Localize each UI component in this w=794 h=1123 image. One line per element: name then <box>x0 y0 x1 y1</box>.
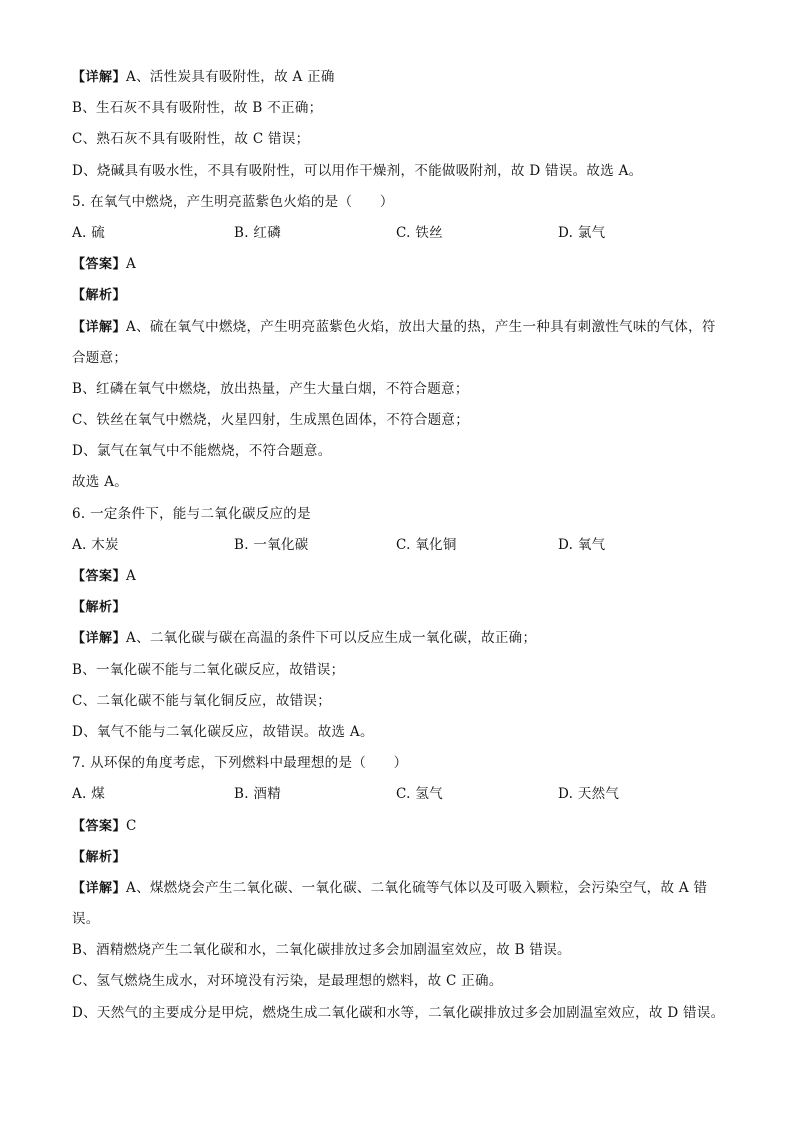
line-text: C、二氧化碳不能与氧化铜反应，故错误； <box>72 692 332 709</box>
text-line <box>72 374 732 405</box>
option-item: D. 氯气 <box>558 224 606 241</box>
line-text: A、煤燃烧会产生二氧化碳、一氧化碳、二氧化硫等气体以及可吸入颗粒，会污染空气，故 A 错 <box>126 879 708 896</box>
line-text: C、铁丝在氧气中燃烧，火星四射，生成黑色固体，不符合题意； <box>72 412 470 429</box>
option-item: A. 煤 <box>72 786 106 803</box>
line-text: A <box>126 256 137 273</box>
section-tag: 【解析】 <box>72 288 127 304</box>
detail-line <box>72 62 732 93</box>
option-item: B. 红磷 <box>234 224 282 241</box>
text-line <box>72 156 732 187</box>
option-item: A. 硫 <box>72 224 106 241</box>
section-tag: 【详解】 <box>72 631 127 647</box>
line-text: C、氢气燃烧生成水，对环境没有污染，是最理想的燃料，故 C 正确。 <box>72 973 503 990</box>
line-text: D、天然气的主要成分是甲烷，燃烧生成二氧化碳和水等，二氧化碳排放过多会加剧温室效应，故 D 错误。 <box>72 1004 725 1021</box>
analysis-heading <box>72 592 732 623</box>
line-text: A、硫在氧气中燃烧，产生明亮蓝紫色火焰，放出大量的热，产生一种具有刺激性气味的气体，符 <box>126 318 716 335</box>
text-line <box>72 904 732 935</box>
option-item: C. 氢气 <box>396 786 443 803</box>
option-item: B. 一氧化碳 <box>234 536 309 553</box>
line-text: A <box>126 568 137 584</box>
text-line <box>72 998 732 1029</box>
option-item: D. 氧气 <box>558 536 606 553</box>
text-line <box>72 343 732 374</box>
text-line <box>72 935 732 966</box>
section-tag: 【详解】 <box>72 70 127 85</box>
line-text: B、红磷在氧气中燃烧，放出热量，产生大量白烟，不符合题意； <box>72 380 469 397</box>
question-line <box>72 499 732 530</box>
answer-line <box>72 561 732 592</box>
option-item: C. 氧化铜 <box>396 536 457 553</box>
text-line <box>72 655 732 686</box>
question-line <box>72 748 732 779</box>
line-text: 5. 在氧气中燃烧，产生明亮蓝紫色火焰的是（ ） <box>72 193 394 210</box>
text-line <box>72 717 732 748</box>
section-tag: 【详解】 <box>72 319 127 335</box>
line-text: B、酒精燃烧产生二氧化碳和水，二氧化碳排放过多会加剧温室效应，故 B 错误。 <box>72 942 571 959</box>
line-text: A、二氧化碳与碳在高温的条件下可以反应生成一氧化碳，故正确； <box>126 630 537 647</box>
answer-line <box>72 811 732 842</box>
section-tag: 【解析】 <box>72 849 127 865</box>
text-line <box>72 93 732 124</box>
line-text: D、氯气在氧气中不能燃烧，不符合题意。 <box>72 443 332 460</box>
line-text: C、熟石灰不具有吸附性，故 C 错误； <box>72 131 310 148</box>
option-item: C. 铁丝 <box>396 224 443 241</box>
section-tag: 【解析】 <box>72 600 127 616</box>
text-line <box>72 124 732 155</box>
line-text: D、氧气不能与二氧化碳反应，故错误。故选 A。 <box>72 723 374 740</box>
options-row <box>72 779 732 810</box>
line-text: C <box>126 817 137 834</box>
text-line <box>72 436 732 467</box>
options-row <box>72 218 732 249</box>
option-item: B. 酒精 <box>234 786 282 803</box>
line-text: 误。 <box>72 911 100 928</box>
text-line <box>72 467 732 498</box>
line-text: 6. 一定条件下，能与二氧化碳反应的是 <box>72 505 311 522</box>
line-text: A、活性炭具有吸附性，故 A 正确 <box>126 69 335 85</box>
analysis-heading <box>72 280 732 311</box>
question-line <box>72 187 732 218</box>
detail-line <box>72 623 732 654</box>
section-tag: 【答案】 <box>72 818 127 834</box>
section-tag: 【详解】 <box>72 880 127 896</box>
answer-line <box>72 249 732 280</box>
section-tag: 【答案】 <box>72 569 127 584</box>
detail-line <box>72 873 732 904</box>
line-text: D、烧碱具有吸水性，不具有吸附性，可以用作干燥剂，不能做吸附剂，故 D 错误。故选 A。 <box>72 162 643 179</box>
detail-line <box>72 312 732 343</box>
document-page <box>72 62 732 1029</box>
option-item: D. 天然气 <box>558 786 620 803</box>
line-text: B、一氧化碳不能与二氧化碳反应，故错误； <box>72 661 345 678</box>
option-item: A. 木炭 <box>72 536 119 553</box>
line-text: 故选 A。 <box>72 474 129 491</box>
text-line <box>72 686 732 717</box>
line-text: 7. 从环保的角度考虑，下列燃料中最理想的是（ ） <box>72 755 408 772</box>
options-row <box>72 530 732 561</box>
line-text: 合题意； <box>72 349 128 366</box>
analysis-heading <box>72 842 732 873</box>
section-tag: 【答案】 <box>72 257 127 273</box>
text-line <box>72 966 732 997</box>
line-text: B、生石灰不具有吸附性，故 B 不正确； <box>72 100 323 117</box>
text-line <box>72 405 732 436</box>
